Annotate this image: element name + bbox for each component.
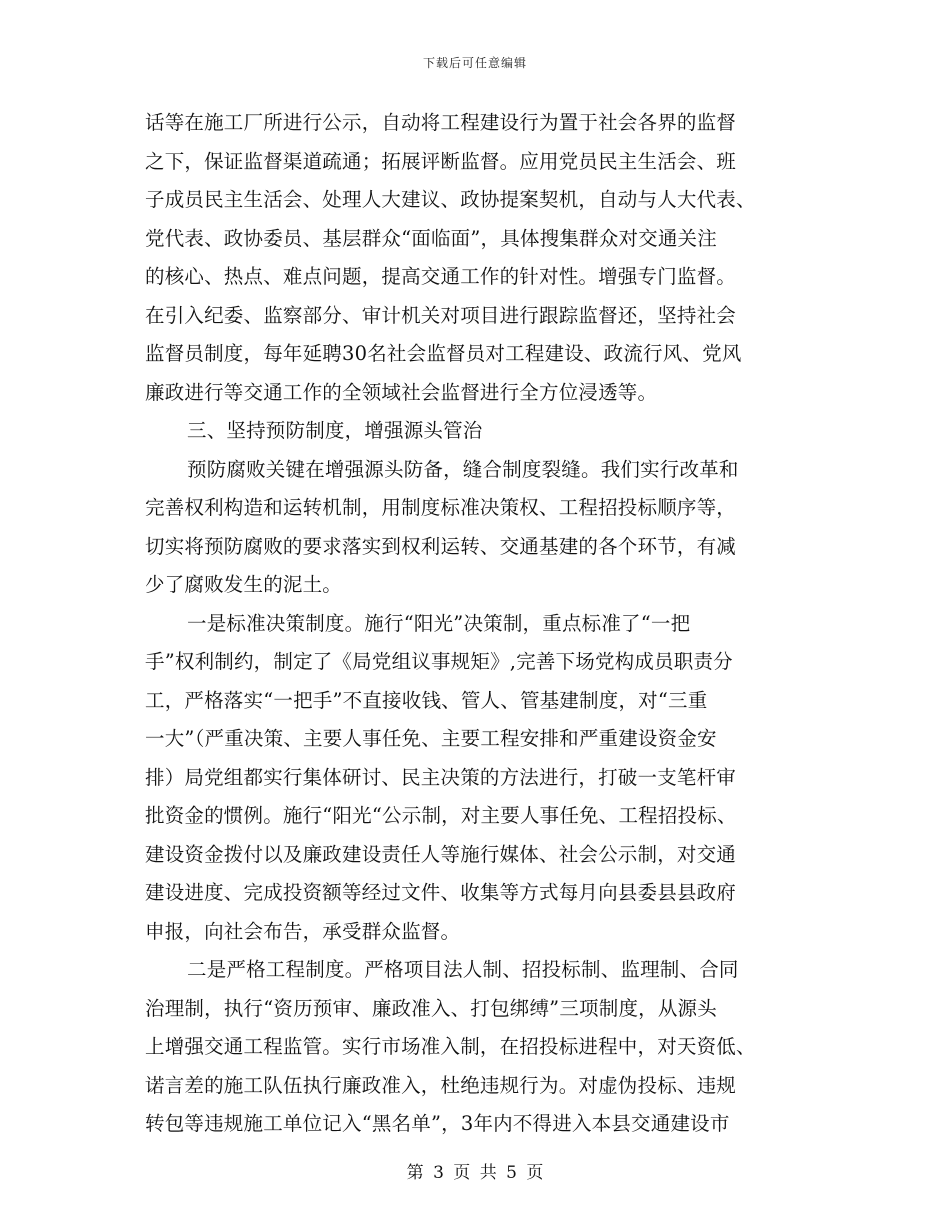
text-line: 的核心、热点、难点问题，提高交通工作的针对性。增强专门监督。 xyxy=(145,265,737,288)
text-line: 廉政进行等交通工作的全领域社会监督进行全方位浸透等。 xyxy=(145,380,658,404)
text-line: 一是标准决策制度。施行“阳光”决策制，重点标准了“一把 xyxy=(187,611,691,635)
text-line: 子成员民主生活会、处理人大建议、政协提案契机，自动与人大代表、 xyxy=(145,188,756,211)
text-line: 党代表、政协委员、基层群众“面临面”，具体搜集群众对交通关注 xyxy=(145,226,717,250)
text-line: 治理制，执行“资历预审、廉政准入、打包绑缚”三项制度，从源头 xyxy=(145,996,717,1020)
text-line: 工，严格落实“一把手”不直接收钱、管人、管基建制度，对“三重 xyxy=(145,688,708,712)
text-line: 上增强交通工程监管。实行市场准入制，在招投标进程中，对天资低、 xyxy=(145,1035,756,1058)
page-footer: 第 3 页 共 5 页 xyxy=(406,1163,544,1183)
text-line: 转包等违规施工单位记入“黑名单”，3年内不得进入本县交通建设市 xyxy=(145,1112,730,1135)
text-line: 完善权利构造和运转机制，用制度标准决策权、工程招投标顺序等， xyxy=(145,496,737,519)
text-line: 预防腐败关键在增强源头防备，缝合制度裂缝。我们实行改革和 xyxy=(187,457,739,481)
text-line: 三、坚持预防制度，增强源头管治 xyxy=(187,419,483,442)
text-line: 建设资金拨付以及廉政建设责任人等施行媒体、社会公示制，对交通 xyxy=(145,842,737,866)
text-line: 之下，保证监督渠道疏通；拓展评断监督。应用党员民主生活会、班 xyxy=(145,149,737,173)
page-header: 下载后可任意编辑 xyxy=(422,56,527,70)
text-line: 二是严格工程制度。严格项目法人制、招投标制、监理制、合同 xyxy=(187,958,739,981)
text-line: 话等在施工厂所进行公示，自动将工程建设行为置于社会各界的监督 xyxy=(145,111,737,134)
text-line: 一大”（严重决策、主要人事任免、主要工程安排和严重建设资金安 xyxy=(145,727,717,750)
text-line: 建设进度、完成投资额等经过文件、收集等方式每月向县委县县政府 xyxy=(145,881,737,904)
text-line: 在引入纪委、监察部分、审计机关对项目进行跟踪监督还，坚持社会 xyxy=(145,303,737,327)
text-line: 切实将预防腐败的要求落实到权利运转、交通基建的各个环节，有减 xyxy=(145,534,737,558)
document-body xyxy=(145,104,805,1144)
text-line: 排）局党组都实行集体研讨、民主决策的方法进行，打破一支笔杆审 xyxy=(145,765,737,789)
text-line: 少了腐败发生的泥土。 xyxy=(145,573,343,596)
text-line: 手”权利制约，制定了《局党组议事规矩》,完善下场党构成员职责分 xyxy=(145,650,733,673)
text-line: 批资金的惯例。施行“阳光“公示制，对主要人事任免、工程招投标、 xyxy=(145,804,737,827)
text-line: 申报，向社会布告，承受群众监督。 xyxy=(145,919,461,943)
text-line: 诺言差的施工队伍执行廉政准入，杜绝违规行为。对虚伪投标、违规 xyxy=(145,1073,737,1097)
text-line: 监督员制度，每年延聘30名社会监督员对工程建设、政流行风、党风 xyxy=(145,342,742,365)
